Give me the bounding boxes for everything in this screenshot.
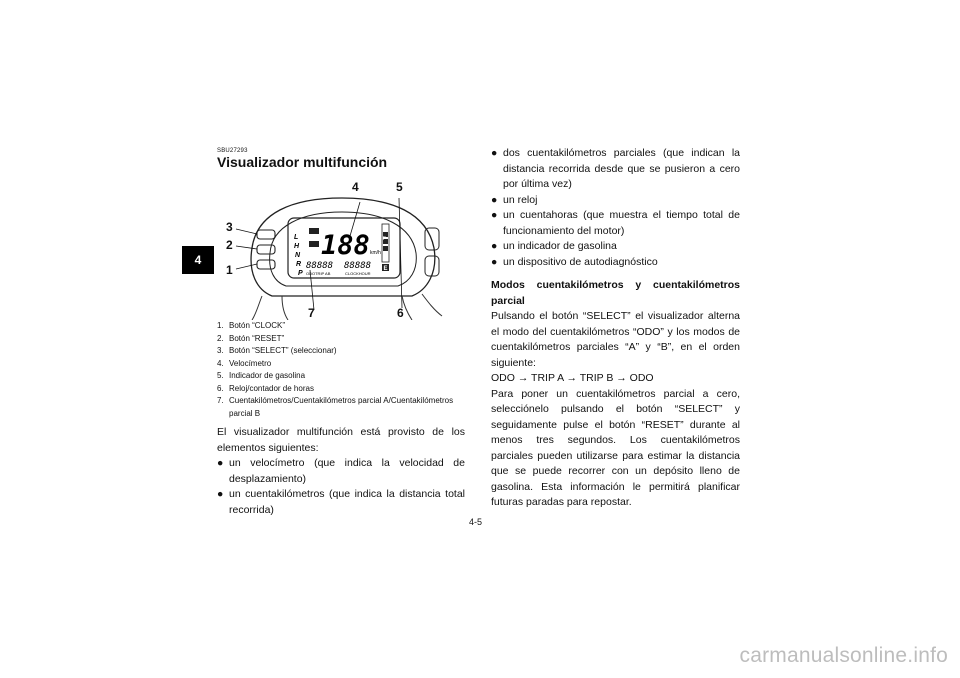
bullet-icon: ● <box>491 147 498 159</box>
bullet-icon: ● <box>491 209 498 221</box>
body-paragraph: Pulsando el botón “SELECT” el visualizador alterna el modo del cuentakilómetros “ODO” y los modos de cuentakilómetros parciales “A” y “B”, en el orden siguiente: <box>491 310 740 369</box>
list-item <box>491 146 740 193</box>
gear-indicator: P <box>298 270 303 277</box>
list-item-text: dos cuentakilómetros parciales (que indican la distancia recorrida desde que se pusieron a cero por última vez) <box>503 147 740 190</box>
callout-3: 3 <box>226 220 233 234</box>
caption-text: Botón “RESET” <box>229 333 285 343</box>
caption-number: 7. <box>217 396 224 405</box>
clock-digits: 88888 <box>344 261 372 271</box>
figure-captions <box>217 320 465 420</box>
bullet-icon: ● <box>491 255 498 268</box>
mode-sequence: ODO → TRIP A → TRIP B → ODO <box>491 372 654 384</box>
caption-item <box>217 345 465 358</box>
list-item <box>491 193 740 209</box>
caption-item <box>217 320 465 333</box>
feature-list <box>217 456 465 518</box>
list-item <box>491 255 740 271</box>
caption-item <box>217 370 465 383</box>
caption-text: Indicador de gasolina <box>229 371 306 380</box>
intro-paragraph: El visualizador multifunción está provisto de los elementos siguientes: <box>217 426 465 454</box>
fuel-full-mark: F <box>383 236 387 242</box>
callout-1: 1 <box>226 263 233 277</box>
caption-number: 4. <box>217 358 224 368</box>
list-item-text: un reloj <box>503 193 538 206</box>
caption-text: Velocímetro <box>229 358 272 368</box>
list-item-text: un indicador de gasolina <box>503 240 617 252</box>
gear-indicator: R <box>296 261 302 268</box>
caption-number: 5. <box>217 371 224 380</box>
list-item <box>491 239 740 255</box>
list-item-text: un cuentahoras (que muestra el tiempo total de funcionamiento del motor) <box>503 209 740 237</box>
list-item-text: un cuentakilómetros (que indica la distancia total recorrida) <box>229 488 465 516</box>
caption-number: 3. <box>217 346 224 355</box>
instrument-panel-drawing <box>222 178 462 320</box>
caption-number: 1. <box>217 321 224 330</box>
subheading: Modos cuentakilómetros y cuentakilómetros parcial <box>491 279 740 307</box>
fuel-empty-mark: E <box>383 266 388 272</box>
callout-5: 5 <box>396 180 403 194</box>
odometer-digits: 88888 <box>306 261 334 271</box>
odometer-label: ODOTRIP AB <box>306 271 331 276</box>
callout-2: 2 <box>226 238 233 252</box>
section-title: Visualizador multifunción <box>217 154 388 170</box>
callout-4: 4 <box>352 180 359 194</box>
list-item-text: un dispositivo de autodiagnóstico <box>503 255 658 268</box>
bullet-icon: ● <box>491 193 498 206</box>
bullet-icon: ● <box>491 240 498 252</box>
callout-6: 6 <box>397 306 404 320</box>
page-number: 4-5 <box>469 517 483 527</box>
right-column <box>491 146 740 511</box>
chapter-tab: 4 <box>182 246 214 274</box>
section-code: SBU27293 <box>217 148 248 154</box>
caption-item <box>217 358 465 371</box>
callout-7: 7 <box>308 306 315 320</box>
caption-item <box>217 383 465 396</box>
clock-label: CLOCKHOUR <box>345 271 371 276</box>
caption-text: Botón “CLOCK” <box>229 321 286 330</box>
list-item <box>491 208 740 239</box>
speed-digits: 188 <box>321 230 370 261</box>
bullet-icon: ● <box>217 488 224 500</box>
list-item-text: un velocímetro (que indica la velocidad de desplazamiento) <box>229 457 465 485</box>
gear-indicator: H <box>294 243 300 250</box>
caption-number: 6. <box>217 383 224 393</box>
gear-indicator: L <box>294 234 299 241</box>
caption-text: Cuentakilómetros/Cuentakilómetros parcial A/Cuentakilómetros parcial B <box>229 396 454 418</box>
caption-text: Reloj/contador de horas <box>229 383 314 393</box>
caption-item <box>217 395 465 420</box>
instrument-panel-figure <box>222 178 462 320</box>
caption-text: Botón “SELECT” (seleccionar) <box>229 346 337 355</box>
speed-unit: km/h <box>370 250 381 256</box>
list-item <box>217 456 465 487</box>
body-paragraph: Para poner un cuentakilómetros parcial a cero, selecciónelo pulsando el botón “SELECT” y seguidamente pulse el botón “RESET” durante al menos tres segundos. Los cuentakilómetros parciales pueden utilizarse para estimar la distancia que se puede recorrer con un depósito lleno de gasolina. Esta información le permitirá planificar futuras paradas para repostar. <box>491 387 740 508</box>
watermark: carmanualsonline.info <box>739 644 948 667</box>
caption-item <box>217 333 465 346</box>
list-item <box>217 487 465 518</box>
caption-number: 2. <box>217 333 224 343</box>
left-column <box>217 425 465 518</box>
feature-list-continued <box>491 146 740 270</box>
bullet-icon: ● <box>217 457 224 469</box>
gear-indicator: N <box>295 252 301 259</box>
